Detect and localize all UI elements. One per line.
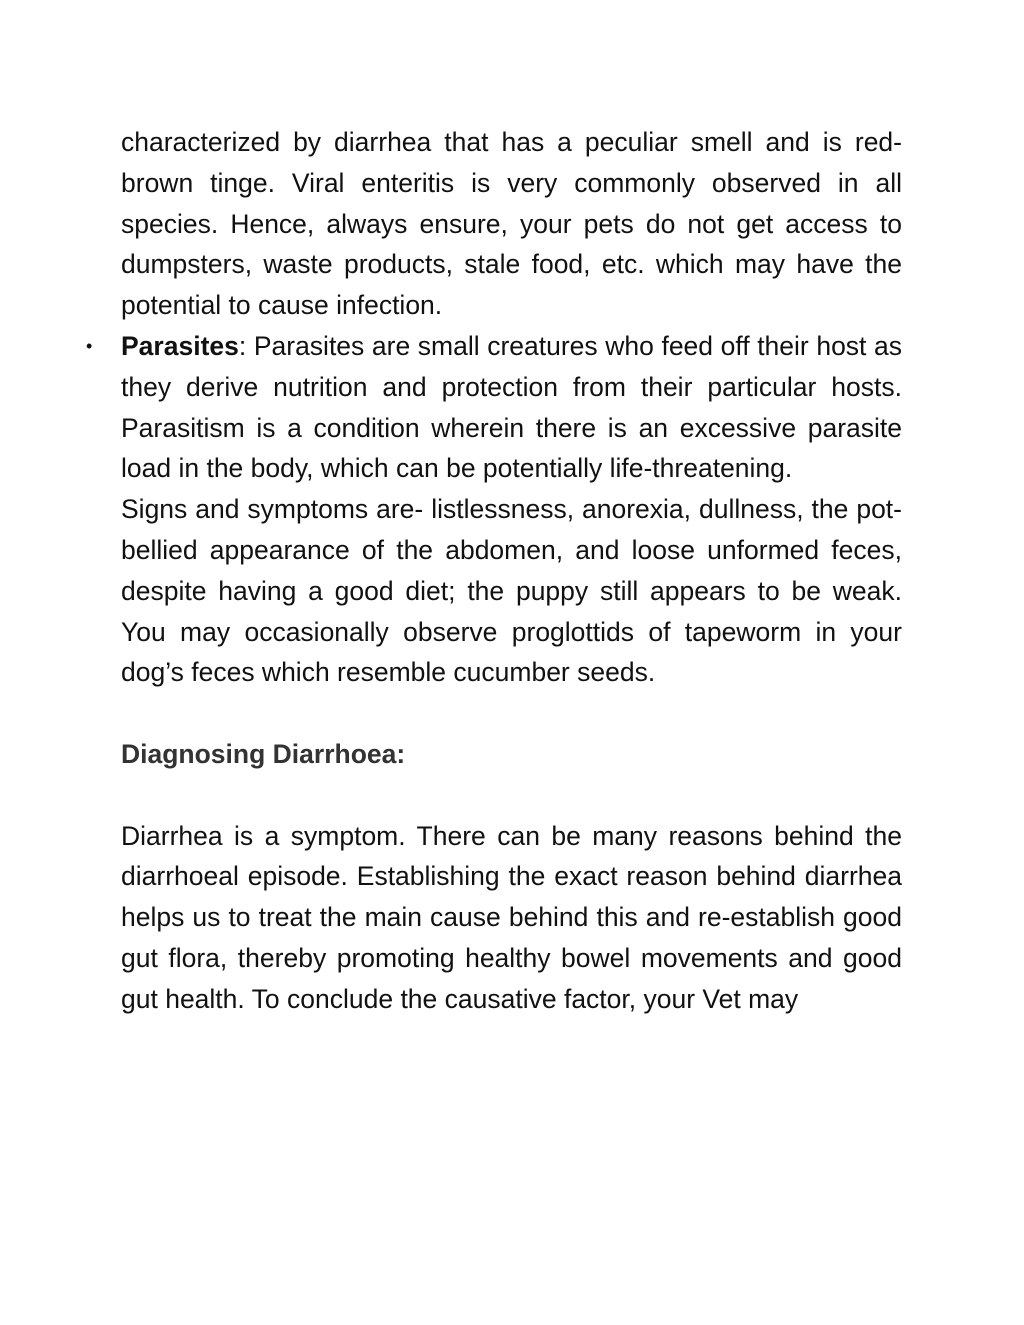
bullet-term: Parasites <box>121 330 239 361</box>
bullet-text: : Parasites are small creatures who feed off their host as they derive nutrition and protection from their particular hosts. Parasitism is a condition wherein there is an excessive parasite load in the body, which can be potentially life-threatening. <box>121 330 902 484</box>
signs-paragraph: Signs and symptoms are- listlessness, anorexia, dullness, the pot-bellied appearance of the abdomen, and loose unformed feces, despite having a good diet; the puppy still appears to be weak. You may occasionally observe proglottids of tapeworm in your dog’s feces which resemble cucumber seeds. <box>121 494 902 688</box>
section-heading: Diagnosing Diarrhoea: <box>121 738 406 769</box>
spacer <box>121 693 902 734</box>
document-page <box>86 122 902 1020</box>
bullet-item-parasites <box>86 326 902 693</box>
bullet-icon: • <box>86 335 93 356</box>
intro-paragraph: characterized by diarrhea that has a peculiar smell and is red-brown tinge. Viral enteritis is very commonly observed in all species. Hence, always ensure, your pets do not get access to dumpsters, waste products, stale food, etc. which may have the potential to cause infection. <box>121 127 902 321</box>
diagnosis-paragraph: Diarrhea is a symptom. There can be many reasons behind the diarrhoeal episode. Establishing the exact reason behind diarrhea helps us to treat the main cause behind this and re-establish good gut flora, thereby promoting healthy bowel movements and good gut health. To conclude the causative factor, your Vet may <box>121 820 902 1014</box>
bullet-paragraph <box>121 326 902 489</box>
spacer <box>121 775 902 816</box>
